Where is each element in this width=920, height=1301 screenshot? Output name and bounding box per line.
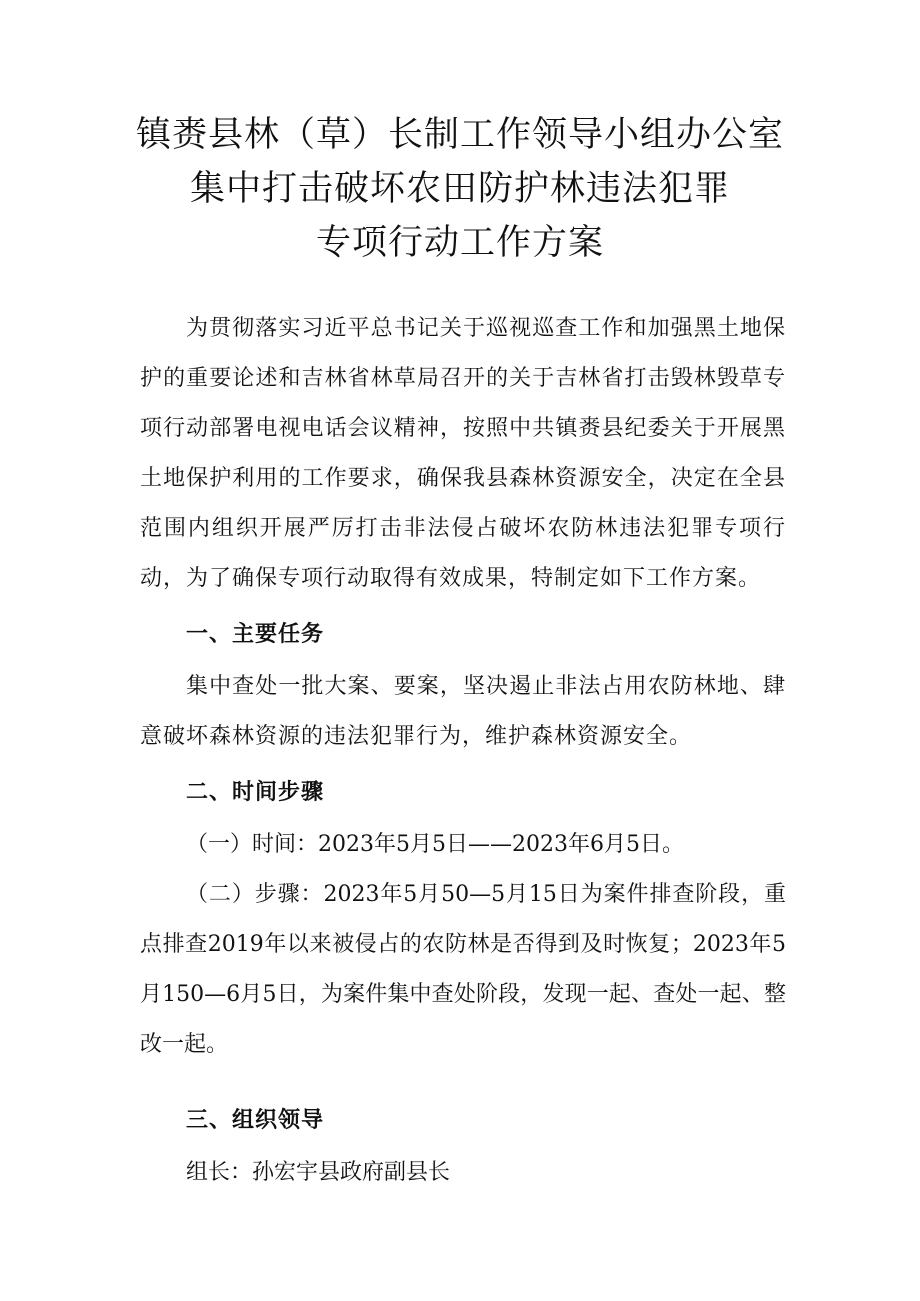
schedule-time-item: （一）时间：2023年5月5日——2023年6月5日。 xyxy=(186,832,684,857)
title-line-3: 专项行动工作方案 xyxy=(315,223,604,263)
section-heading-schedule: 二、时间步骤 xyxy=(186,780,325,805)
title-line-1: 镇赉县林（草）长制工作领导小组办公室 xyxy=(135,115,784,155)
leader-line: 组长：孙宏宇县政府副县长 xyxy=(186,1160,451,1185)
section-heading-main-tasks: 一、主要任务 xyxy=(186,622,325,647)
document-body xyxy=(140,304,786,1198)
schedule-steps-item: （二）步骤：2023年5月50—5月15日为案件排查阶段，重点排查2019年以来被侵占的农防林是否得到及时恢复；2023年5月150—6月5日，为案件集中查处阶段，发现一起、查处一起、整改一起。 xyxy=(140,882,786,1057)
section-heading-organization: 三、组织领导 xyxy=(186,1108,325,1133)
document-title xyxy=(0,108,920,270)
intro-paragraph: 为贯彻落实习近平总书记关于巡视巡查工作和加强黑土地保护的重要论述和吉林省林草局召开的关于吉林省打击毁林毁草专项行动部署电视电话会议精神，按照中共镇赉县纪委关于开展黑土地保护利用的工作要求，确保我县森林资源安全，决定在全县范围内组织开展严厉打击非法侵占破坏农防林违法犯罪专项行动，为了确保专项行动取得有效成果，特制定如下工作方案。 xyxy=(140,316,786,591)
main-tasks-paragraph: 集中查处一批大案、要案，坚决遏止非法占用农防林地、肆意破坏森林资源的违法犯罪行为，维护森林资源安全。 xyxy=(140,674,786,749)
title-line-2: 集中打击破坏农田防护林违法犯罪 xyxy=(189,169,730,209)
